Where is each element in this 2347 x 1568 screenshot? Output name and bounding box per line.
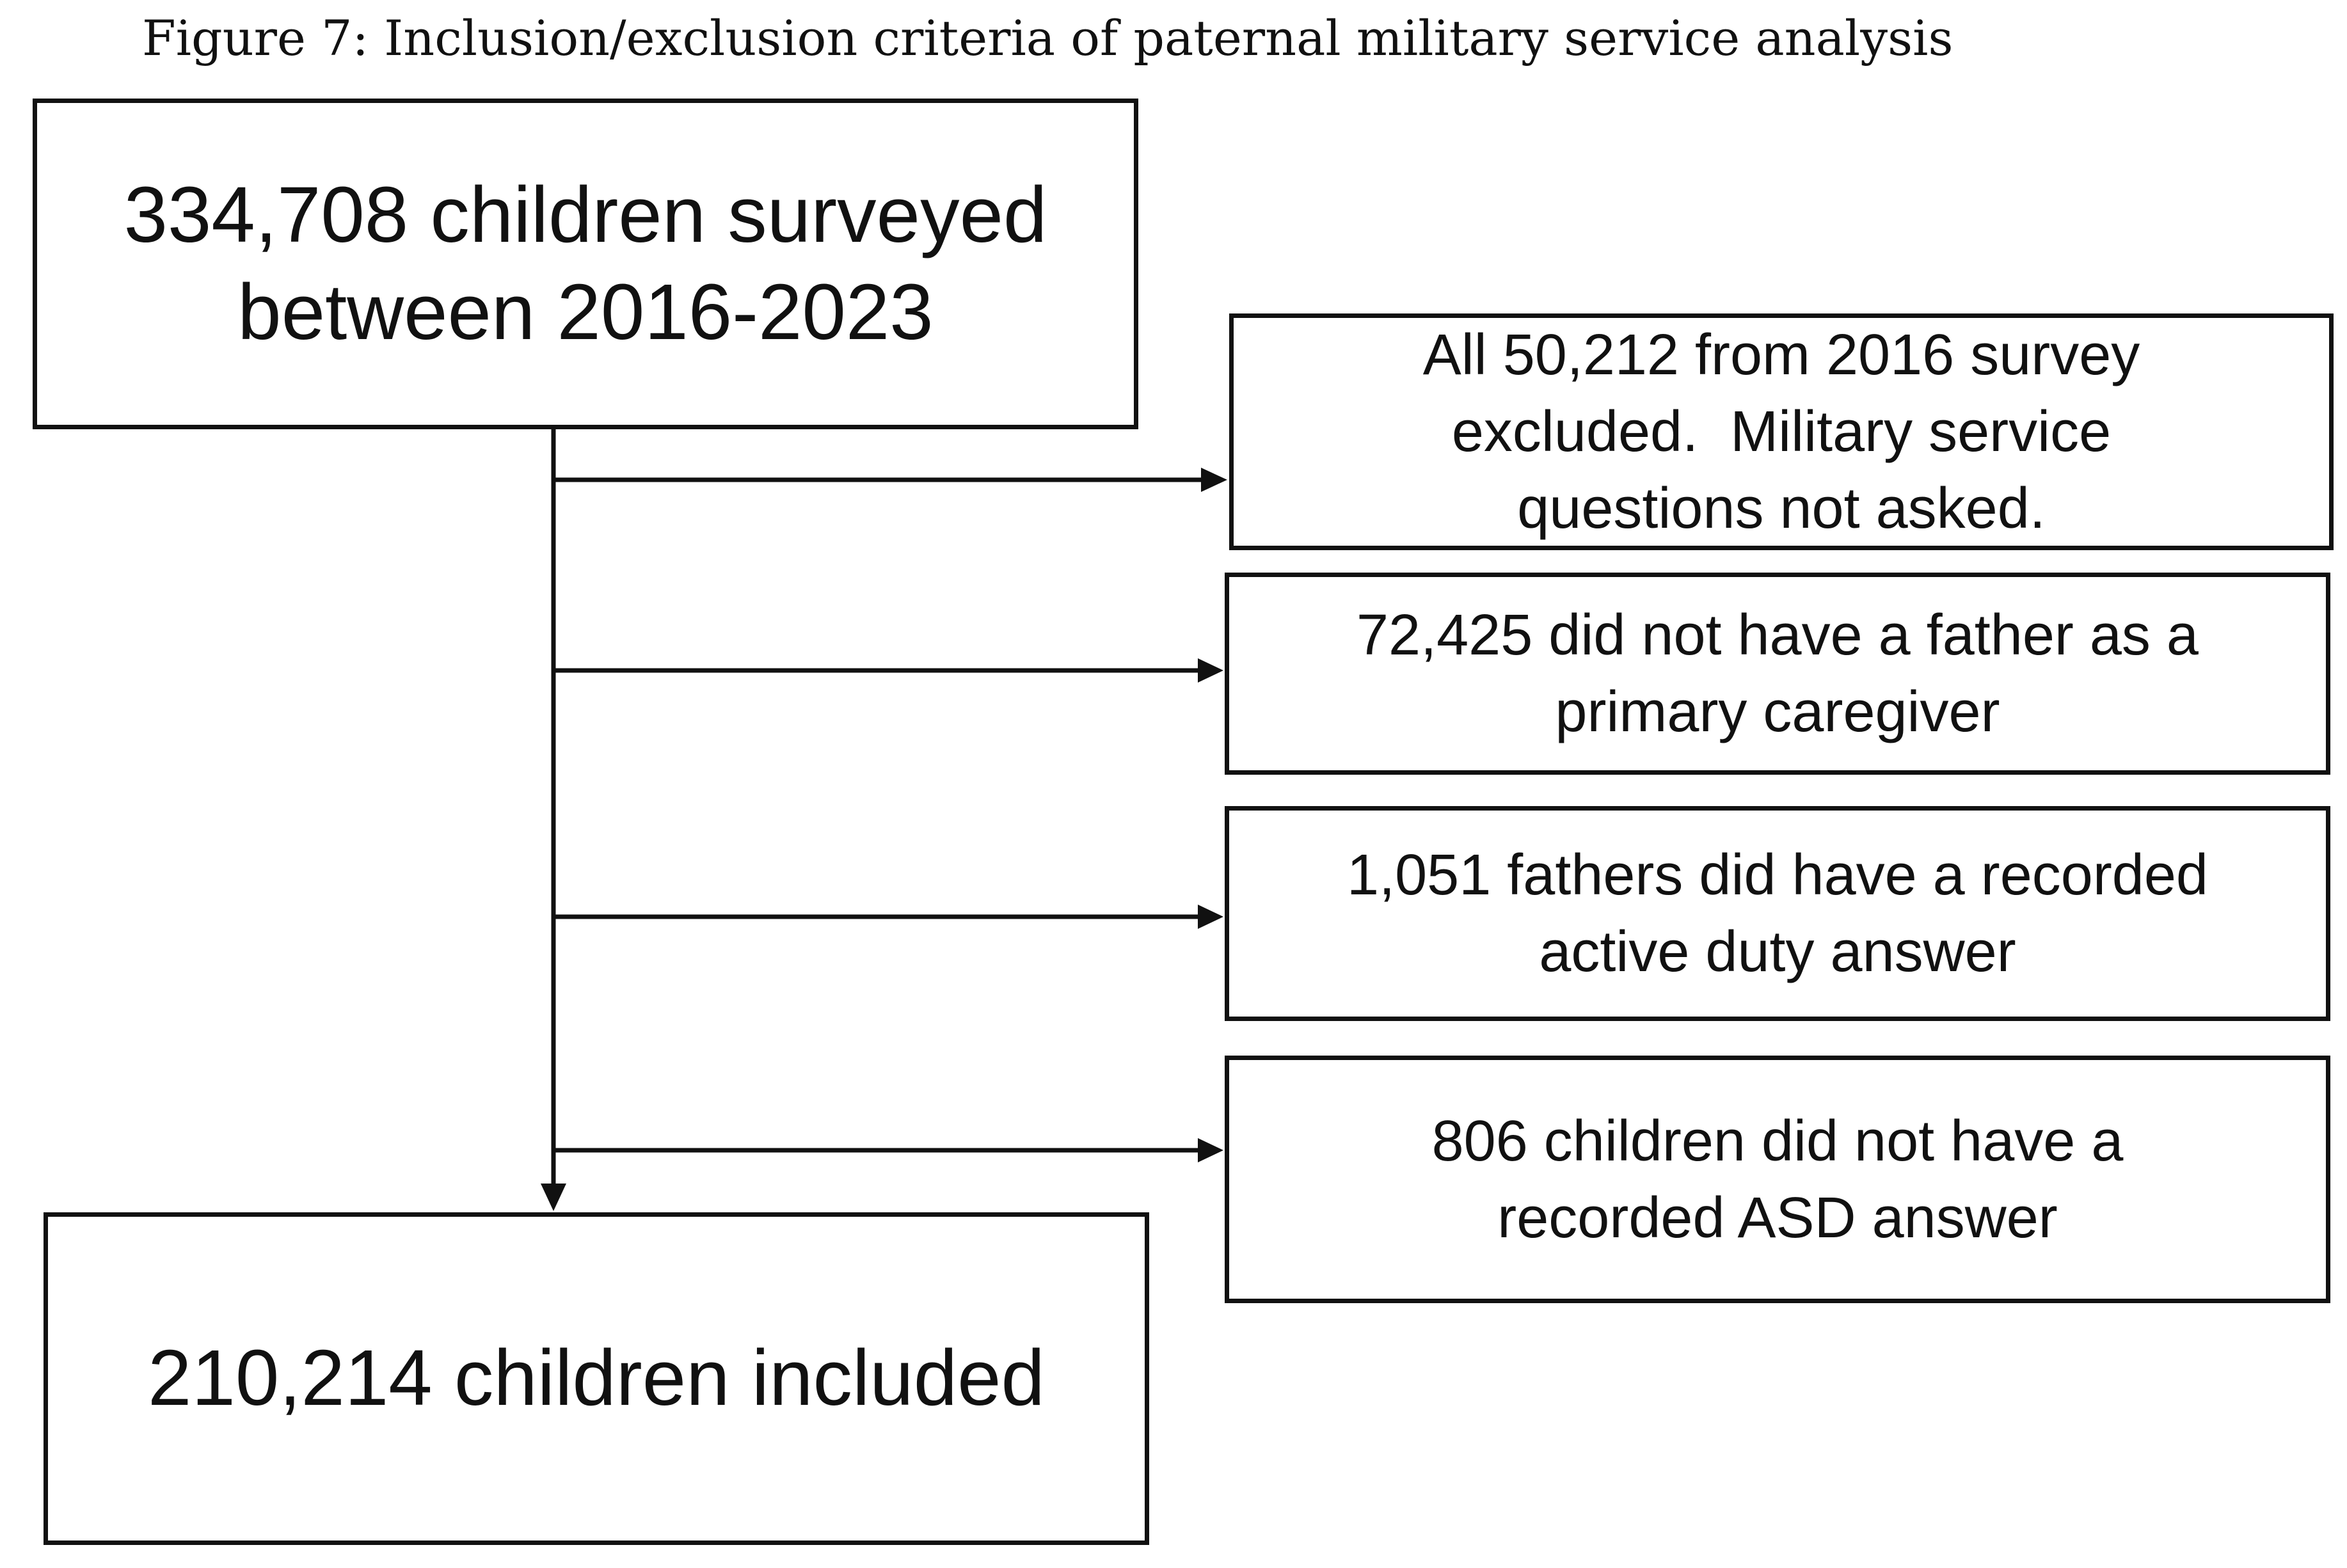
end-box (44, 1212, 1149, 1545)
exclusion-box-1-line-3: questions not asked. (1517, 477, 2046, 541)
main-flow-arrowhead (541, 1184, 566, 1211)
start-box-line-1: 334,708 children surveyed (123, 171, 1047, 259)
exclusion-box-4-line-1: 806 children did not have a (1431, 1109, 2124, 1173)
exclusion-box-2 (1225, 573, 2330, 775)
exclusion-box-4-line-2: recorded ASD answer (1497, 1185, 2058, 1250)
exclusion-arrowhead-4 (1198, 1138, 1223, 1162)
end-box-line-1: 210,214 children included (148, 1334, 1045, 1422)
exclusion-box-1-line-2: excluded. Military service (1451, 400, 2112, 464)
exclusion-arrowhead-3 (1198, 905, 1223, 929)
exclusion-box-4 (1225, 1056, 2330, 1303)
exclusion-box-1-line-1: All 50,212 from 2016 survey (1422, 323, 2140, 387)
figure-caption: Figure 7: Inclusion/exclusion criteria of paternal military service analysis (142, 10, 1953, 67)
exclusion-box-3-line-1: 1,051 fathers did have a recorded (1347, 843, 2208, 907)
exclusion-box-3-line-2: active duty answer (1539, 920, 2016, 984)
exclusion-box-2-line-2: primary caregiver (1555, 680, 2000, 744)
exclusion-box-2-line-1: 72,425 did not have a father as a (1356, 603, 2199, 667)
exclusion-box-3 (1225, 806, 2330, 1021)
exclusion-arrowhead-2 (1198, 658, 1223, 683)
exclusion-arrowhead-1 (1201, 468, 1227, 492)
exclusion-box-1 (1229, 313, 2334, 550)
start-box-line-2: between 2016-2023 (237, 268, 934, 356)
start-box (33, 99, 1138, 429)
